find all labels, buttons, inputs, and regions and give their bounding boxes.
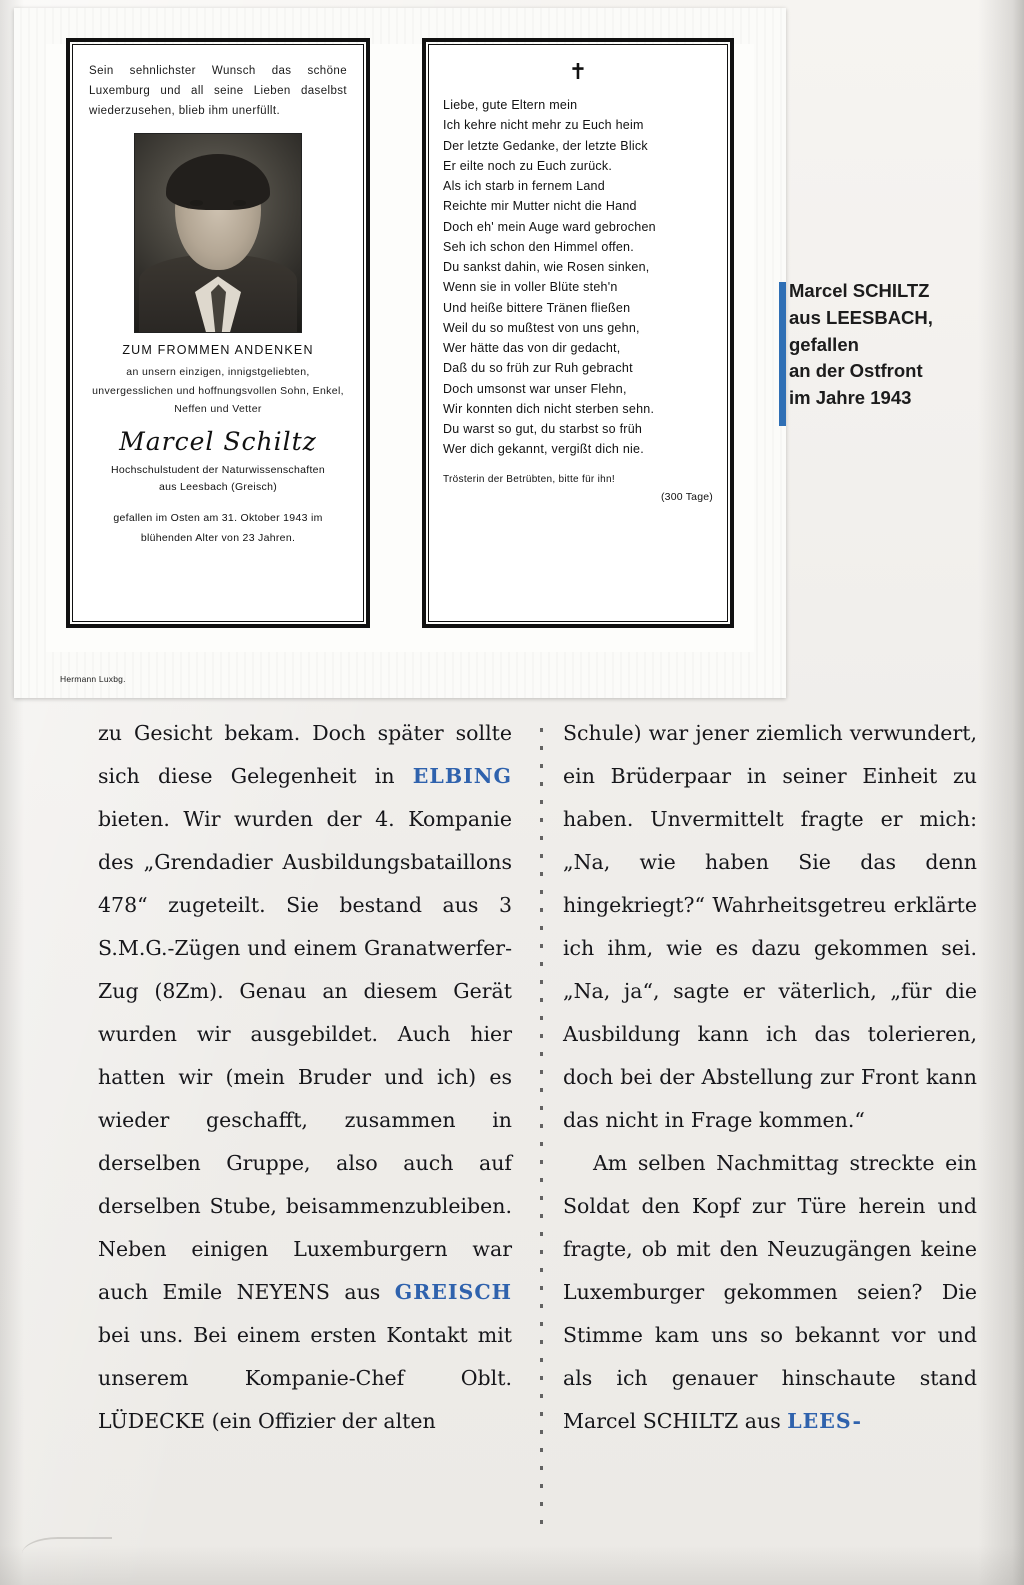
column-divider xyxy=(540,728,543,1528)
place-name-greisch: GREISCH xyxy=(394,1280,512,1304)
poem-line: Als ich starb in fernem Land xyxy=(443,179,605,193)
caption-line-4: an der Ostfront xyxy=(789,360,923,382)
memorial-profession-line-1: Hochschulstudent der Naturwissenschaften xyxy=(111,463,325,476)
portrait-eye-left xyxy=(190,200,203,206)
memorial-deceased-name: Marcel Schiltz xyxy=(119,426,317,456)
poem-line: Wenn sie in voller Blüte steh'n xyxy=(443,280,618,295)
body-text-area xyxy=(0,712,1024,1585)
caption-line-1: Marcel SCHILTZ xyxy=(789,280,930,301)
poem-line: Daß du so früh zur Ruh gebracht xyxy=(443,361,633,376)
place-name-elbing: ELBING xyxy=(412,764,512,788)
caption-line-2: aus LEESBACH, xyxy=(789,306,933,328)
poem-line: Wer dich gekannt, vergißt dich nie. xyxy=(443,442,644,457)
left-text-part-1: zu Gesicht bekam. Doch später sollte sich diese Gelegenheit in xyxy=(98,721,512,788)
memorial-fallen-line-1: gefallen im Osten am 31. Oktober 1943 im xyxy=(113,512,323,525)
left-text-part-2: bieten. Wir wurden der 4. Kompanie des „Grendadier Ausbildungsbataillons 478“ zugeteilt. Sie bestand aus 3 S.M.G.-Zügen und einem Granatwerfer-Zug (8Zm). Genau an diesem Gerät wurden wir ausgebildet. Auch hier hatten wir (mein Bruder und ich) es wieder geschafft, zusammen in derselben Gruppe, also auch auf derselben Stube, beisammenzubleiben. Neben einigen Luxemburgern war auch Emile NEYENS aus xyxy=(98,807,512,1304)
paragraph-right-1: Schule) war jener ziemlich verwundert, ein Brüderpaar in seiner Einheit zu haben. Unvermittelt fragte er mich: „Na, wie haben Sie das denn hingekriegt?“ Wahrheitsgetreu erklärte ich ihm, wie es dazu gekommen sei. „Na, ja“, sagte er väterlich, „für die Ausbildung kann ich das tolerieren, doch bei der Abstellung zur Front kann das nicht in Frage kommen.“ xyxy=(563,721,977,1132)
poem-line: Seh ich schon den Himmel offen. xyxy=(443,239,634,254)
paragraph-left-continued xyxy=(98,712,512,1443)
memorial-card-inner xyxy=(46,44,754,652)
photo-caption xyxy=(779,278,1024,412)
memorial-indulgence: (300 Tage) xyxy=(660,490,713,503)
text-column-left xyxy=(98,712,512,1443)
memorial-card-right-leaf xyxy=(428,44,728,622)
poem-line: Liebe, gute Eltern mein xyxy=(443,98,578,112)
memorial-poem xyxy=(443,95,713,460)
memorial-intro-text: Sein sehnlichster Wunsch das schöne Luxemburg und all seine Lieben daselbst wiederzusehen, blieb ihm unerfüllt. xyxy=(89,65,347,118)
memorial-heading: ZUM FROMMEN ANDENKEN xyxy=(122,343,314,358)
poem-line: Wer hätte das von dir gedacht, xyxy=(443,341,621,355)
memorial-card-left-leaf xyxy=(72,44,364,622)
poem-line: Du warst so gut, du starbst so früh xyxy=(443,422,643,436)
poem-line: Du sankst dahin, wie Rosen sinken, xyxy=(443,260,650,274)
memorial-fallen-line-2: blühenden Alter von 23 Jahren. xyxy=(140,531,296,544)
memorial-printer-credit: Hermann Luxbg. xyxy=(60,674,126,684)
caption-line-5: im Jahre 1943 xyxy=(789,387,912,409)
memorial-card-photo xyxy=(14,8,786,698)
portrait-hair xyxy=(166,154,270,210)
poem-line: Reichte mir Mutter nicht die Hand xyxy=(443,199,637,214)
page-corner-fold xyxy=(22,1537,112,1579)
caption-line-3: gefallen xyxy=(789,333,859,355)
latin-cross-icon: ✝ xyxy=(568,59,588,84)
poem-line: Ich kehre nicht mehr zu Euch heim xyxy=(443,118,644,133)
memorial-dedication: an unsern einzigen, innigstgeliebten, unvergesslichen und hoffnungsvollen Sohn, Enkel, Neffen und Vetter xyxy=(92,366,344,416)
text-column-right xyxy=(563,712,977,1443)
poem-line: Doch umsonst war unser Flehn, xyxy=(443,381,627,396)
portrait-photo xyxy=(134,133,302,333)
poem-line: Der letzte Gedanke, der letzte Blick xyxy=(443,138,648,153)
paragraph-right-2 xyxy=(563,1142,977,1443)
poem-line: Er eilte noch zu Euch zurück. xyxy=(443,158,613,173)
right-text-part-1: Am selben Nachmittag streckte ein Soldat den Kopf zur Türe herein und fragte, ob mit den Neuzugängen keine Luxemburger gekommen seien? Die Stimme kam uns so bekannt vor und als ich genauer hinschaute stand Marcel SCHILTZ aus xyxy=(563,1151,977,1433)
memorial-profession-line-2: aus Leesbach (Greisch) xyxy=(158,481,278,494)
poem-line: Und heiße bittere Tränen fließen xyxy=(443,300,631,315)
caption-accent-bar xyxy=(779,282,786,426)
place-name-leesbach: LEES- xyxy=(787,1409,862,1433)
poem-line: Wir konnten dich nicht sterben sehn. xyxy=(443,401,655,416)
poem-line: Weil du so mußtest von uns gehn, xyxy=(443,320,640,335)
memorial-invocation: Trösterin der Betrübten, bitte für ihn! xyxy=(443,473,615,485)
portrait-eye-right xyxy=(233,200,246,206)
poem-line: Doch eh' mein Auge ward gebrochen xyxy=(443,219,656,234)
left-text-part-3: bei uns. Bei einem ersten Kontakt mit unserem Kompanie-Chef Oblt. LÜDECKE (ein Offizier der alten xyxy=(98,1323,512,1433)
